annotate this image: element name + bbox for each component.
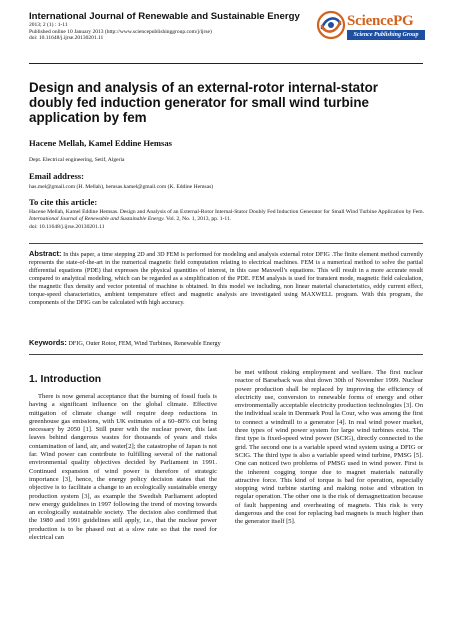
- header-divider: [29, 63, 423, 64]
- journal-doi: doi: 10.11648/j.ijrse.20130201.11: [29, 35, 104, 41]
- abstract: [29, 250, 423, 307]
- abstract-label: Abstract:: [29, 249, 62, 258]
- keywords-label: Keywords:: [29, 338, 67, 347]
- citation-text: [29, 209, 425, 231]
- author-affiliation: Dept. Electrical engineering, Setif, Algeria: [29, 157, 125, 163]
- citation-main: Hacene Mellah, Kamel Eddine Hemsas. Design and Analysis of an External-Rotor Internal-Stator Doubly Fed Induction Generator for Small Wind Turbine Application by Fem.: [29, 209, 425, 215]
- publisher-tagline: Science Publishing Group: [347, 30, 425, 40]
- abstract-top-divider: [29, 243, 423, 244]
- journal-name: International Journal of Renewable and Sustainable Energy: [29, 11, 300, 22]
- abstract-text: In this paper, a time stepping 2D and 3D FEM is performed for modeling and analysis external rotor DFIG .The finite element method currently represents the state-of-the-art in the numerical magnetic field computation relating to electrical machines. FEM is a numerical method to solve the partial differential equations (PDE) that expresses the physical quantities of interest, in this case Maxwell’s equations. This will result in a more accurate result compared to analytical modeling, which can be regarded as a simplification of the PDE. FEM analysis is used for transient mode, magnetic field calculation, the magnetic flux density and vector potential of machine is obtained. In this model we including, non linear material characteristics, eddy current effect, torque-speed characteristics, ambient temperature effect and magnetic analysis are investigated using MAXWELL program. With this program, the components of the DFIG can be calculated with high accuracy.: [29, 251, 423, 307]
- publisher-logo: [316, 10, 428, 44]
- email-addresses: has.mel@gmail.com (H. Mellah), hemsas.kamel@gmail.com (K. Eddine Hemsas): [29, 184, 214, 190]
- paper-authors: Hacene Mellah, Kamel Eddine Hemsas: [29, 138, 172, 148]
- keywords: [29, 338, 423, 347]
- publisher-name: SciencePG: [347, 13, 414, 29]
- citation-doi: doi: 10.11648/j.ijrse.20130201.11: [29, 223, 105, 230]
- journal-issue: 2013; 2 (1) : 1-11: [29, 22, 68, 28]
- keywords-text: DFIG, Outer Rotor, FEM, Wind Turbines, Renewable Energy: [68, 340, 221, 347]
- section-heading: 1. Introduction: [29, 374, 102, 385]
- citation-volume: Vol. 2, No. 1, 2013, pp. 1-11.: [166, 216, 232, 223]
- sciencepg-swirl-icon: [316, 10, 346, 40]
- email-heading: Email address:: [29, 171, 84, 181]
- journal-header: [29, 11, 319, 42]
- body-column-left: There is now general acceptance that the burning of fossil fuels is having a significant influence on the global climate. Effective mitigation of climate change will require deep reductions in greenhouse gas emissions, with UK estimates of a 60–80% cut being necessary by 2050 [1]. Still purer with the nuclear power, this last leaves behind dangerous wastes for thousands of years and risks contamination of land, air, and water[2]; the catastrophe of Japan is not far. Wind power can contribute to fulfilling several of the national environmental quality objectives decided by Parliament in 1991. Continued expansion of wind power is therefore of strategic importance [3], hence, the energy policy decision states that the objective is to facilitate a change to an ecologically sustainable energy production system [3], as example the Swedish Parliament adopted new energy guidelines in 1997 following the trend of moving towards an ecologically sustainable society. The decision also confirmed that the 1980 and 1991 guidelines still apply, i.e., that the nuclear power production is to be phased out at a slow rate so that the need for electrical can: [29, 393, 217, 542]
- citation-heading: To cite this article:: [29, 197, 98, 207]
- body-column-right: be met without risking employment and welfare. The first nuclear reactor of Barseback was shut down 30th of November 1999. Nuclear power production shall be replaced by improving the efficiency of electricity use, conversion to renewable forms of energy and other environmentally acceptable electricity production technologies [3]. On the individual scale in Denmark Poul la Cour, who was among the first to connect a windmill to a generator [4]. In real wind power market, three types of wind power system for large wind turbines exist. The first type is fixed-speed wind power (SCIG), directly connected to the grid. The second one is a variable speed wind system using a DFIG or SCIG. The third type is also a variable speed wind turbine, PMSG [5]. One can noticed two problems of PMSG used in wind power. First is the inherent cogging torque due to magnet materials naturally attractive force. This kind of torque is bad for operation, especially stopping wind turbine starting and making noise and vibration in regular operation. The other one is the risk of demagnetization because of fault happening and overheating of magnets. This risk is very dangerous and the cost for replacing bad magnets is much higher than the generator itself [5].: [235, 369, 423, 526]
- citation-journal: International Journal of Renewable and Sustainable Energy.: [29, 216, 165, 223]
- paper-title: Design and analysis of an external-rotor internal-stator doubly fed induction generator for small wind turbine application by fem: [29, 80, 378, 126]
- abstract-bottom-divider: [29, 354, 423, 355]
- journal-published: Published online 10 January 2013 (http://www.sciencepublishinggroup.com/j/ijrse): [29, 28, 212, 35]
